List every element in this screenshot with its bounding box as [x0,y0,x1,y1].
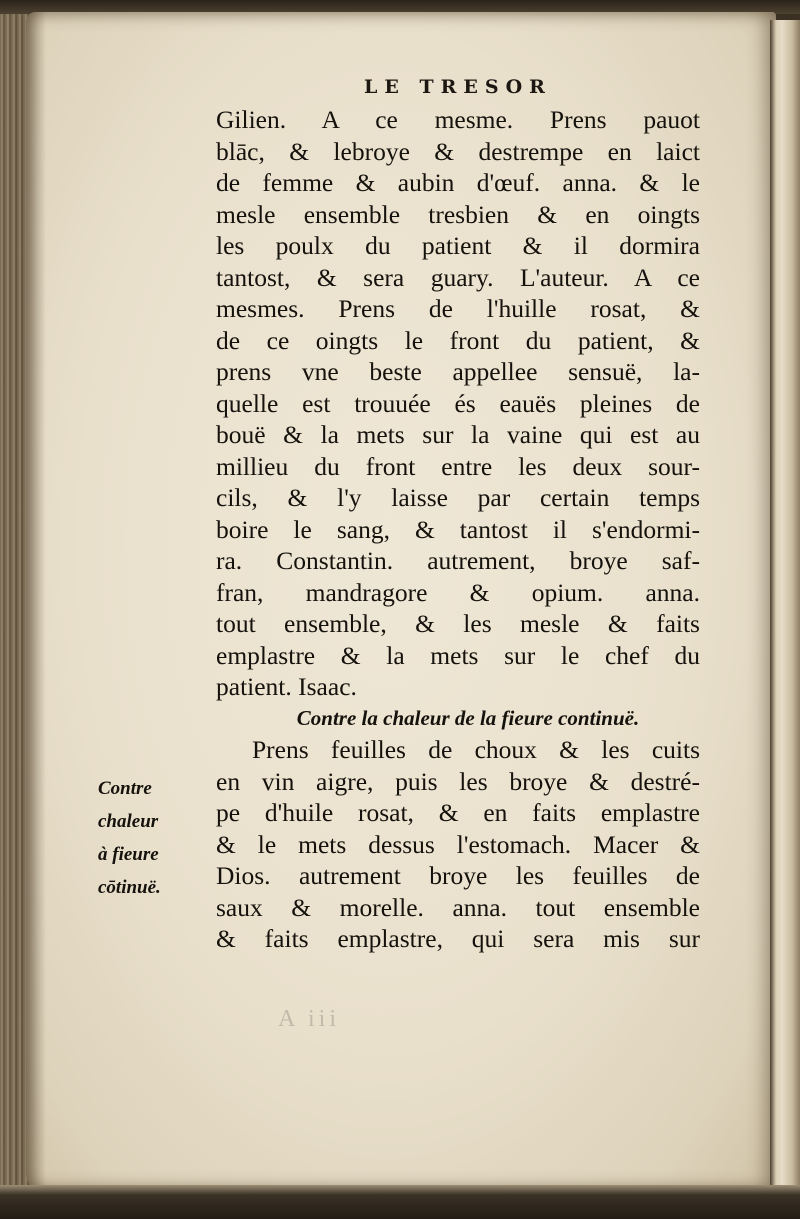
main-text-block [216,104,700,955]
text-line: boire le sang, & tantost il s'endormi- [216,514,700,544]
text-line: mesmes. Prens de l'huille rosat, & [216,294,700,323]
text-line: de femme & aubin d'œuf. anna. & le [216,168,700,197]
section-heading: Contre la chaleur de la fieure continuë. [296,705,640,730]
text-line: fran, mandragore & opium. anna. [216,577,700,607]
text-line: tout ensemble, & les mesle & faits [216,609,700,638]
text-line: emplastre & la mets sur le chef du [216,640,700,670]
text-line: prens vne beste appellee sensuë, la- [216,357,700,386]
text-line: quelle est trouuée és eauës pleines de [216,388,700,418]
signature-mark-bleedthrough: A iii [278,1006,341,1032]
gutter-shadow [26,12,46,1190]
text-line: & faits emplastre, qui sera mis sur [216,924,700,953]
text-line: & le mets dessus l'estomach. Macer & [216,829,700,859]
margin-note-line: à fieure [98,844,159,865]
margin-note [98,772,210,904]
text-line: cils, & l'y laisse par certain temps [216,483,700,512]
text-line: mesle ensemble tresbien & en oingts [216,199,700,229]
margin-note-line: Contre [98,778,152,799]
text-line: Prens feuilles de choux & les cuits [252,735,700,764]
right-page-edge [770,20,800,1190]
text-line: patient. Isaac. [216,672,357,701]
text-line: tantost, & sera guary. L'auteur. A ce [216,262,700,292]
bottom-dark-strip [0,1185,800,1219]
running-header: LE TRESOR [364,76,552,98]
text-line: blāc, & lebroye & destrempe en laict [216,136,700,166]
text-line: millieu du front entre les deux sour- [216,451,700,481]
margin-note-line: chaleur [98,811,159,832]
text-line: les poulx du patient & il dormira [216,231,700,260]
text-line: saux & morelle. anna. tout ensemble [216,892,700,922]
text-line: bouë & la mets sur la vaine qui est au [216,420,700,449]
text-line: pe d'huile rosat, & en faits emplastre [216,798,700,827]
text-line: de ce oingts le front du patient, & [216,325,700,355]
text-line: Gilien. A ce mesme. Prens pauot [216,105,700,134]
text-line: en vin aigre, puis les broye & destré- [216,766,700,796]
text-line: Dios. autrement broye les feuilles de [216,861,700,890]
text-line: ra. Constantin. autrement, broye saf- [216,546,700,575]
margin-note-line: cōtinuë. [98,877,161,898]
